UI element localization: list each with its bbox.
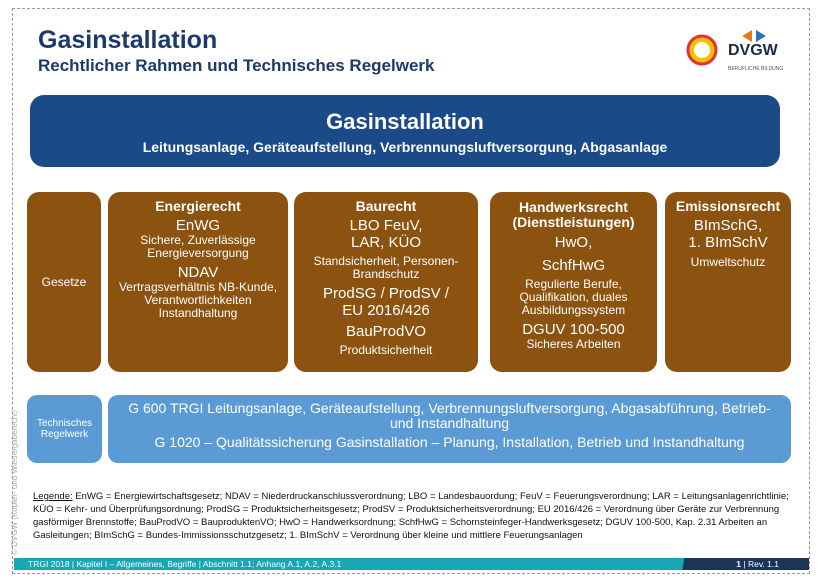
law-desc: Umweltschutz bbox=[690, 255, 766, 269]
law-desc: Sicheres Arbeiten bbox=[526, 337, 621, 351]
column-title: Energierecht bbox=[155, 198, 241, 214]
column-title: Handwerksrecht (Dienstleistungen) bbox=[512, 199, 635, 230]
law-name: SchfHwG bbox=[541, 257, 606, 274]
technisches-regelwerk-label: Technisches Regelwerk bbox=[27, 395, 102, 463]
footer-source: TRGI 2018 | Kapitel I – Allgemeines, Begriffe | Abschnitt 1.1; Anhang A.1, A.2, A.3.1 bbox=[28, 559, 342, 569]
banner-subtitle: Leitungsanlage, Geräteaufstellung, Verbrennungsluftversorgung, Abgasanlage bbox=[142, 139, 668, 155]
law-name: HwO, bbox=[554, 234, 593, 251]
column-handwerksrecht bbox=[490, 192, 657, 372]
column-title: Baurecht bbox=[355, 198, 417, 214]
regelwerk-g600: G 600 TRGI Leitungsanlage, Geräteaufstellung, Verbrennungsluftversorgung, Abgasabführung, Betrieb- und Instandhaltung bbox=[128, 400, 771, 431]
gesetze-label: Gesetze bbox=[41, 274, 87, 289]
law-desc: Standsicherheit, Personen-Brandschutz bbox=[313, 254, 459, 281]
legend-text: EnWG = Energiewirtschaftsgesetz; NDAV = Niederdruckanschlussverordnung; LBO = Landesbauordung; FeuV = Feuerungsverordnung; LAR = Leitungsanlagenrichtlinie; KÜO = Kehr- und Überprüfungsordnung; ProdSG = Produktsicherheitsgesetz; ProdSV = Produktsicherheitsverordnung; EU 2016/426 = Verordnung über Geräte zur Verbrennung gasförmiger Brennstoffe; BauProdVO = BauproduktenVO; HwO = Handwerksordnung; SchfHwG = Schornsteinfeger-Handwerksgesetz; DGUV 100-500, Kap. 2.31 Arbeiten an Gasleitungen; BImSchG = Bundes-Immissionsschutzgesetz; 1. BImSchV = Verordnung über kleine und mittlere Feuerungsanlagen bbox=[33, 491, 789, 541]
logo-sub: BERUFLICHE BILDUNG bbox=[728, 66, 784, 72]
footer-bar bbox=[14, 558, 809, 570]
banner-title: Gasinstallation bbox=[326, 109, 484, 134]
legend-label: Legende: bbox=[33, 491, 73, 502]
law-desc: Vertragsverhältnis NB-Kunde, Verantwortlichkeiten Instandhaltung bbox=[118, 280, 278, 320]
law-name: NDAV bbox=[177, 264, 219, 281]
column-emissionsrecht bbox=[665, 192, 791, 372]
law-name: BImSchG, 1. BImSchV bbox=[688, 217, 768, 251]
law-name: DGUV 100-500 bbox=[522, 321, 625, 338]
law-name: ProdSG / ProdSV / EU 2016/426 bbox=[323, 285, 449, 319]
law-name: EnWG bbox=[175, 217, 221, 234]
revision: | Rev. 1.1 bbox=[741, 559, 779, 569]
law-desc: Sichere, Zuverlässige Energieversorgung bbox=[140, 233, 256, 260]
page-number: 1 bbox=[736, 559, 742, 569]
page-subtitle: Rechtlicher Rahmen und Technisches Regelwerk bbox=[38, 56, 435, 75]
dvgw-logo bbox=[680, 28, 790, 78]
law-desc: Regulierte Berufe, Qualifikation, duales Ausbildungssystem bbox=[519, 277, 628, 317]
gasinstallation-banner bbox=[30, 95, 780, 167]
page-title: Gasinstallation bbox=[38, 26, 218, 54]
regelwerk-box bbox=[108, 395, 791, 463]
logo-text: DVGW bbox=[728, 42, 778, 59]
law-name: LBO FeuV, LAR, KÜO bbox=[349, 217, 423, 251]
column-energierecht bbox=[108, 192, 288, 372]
legend bbox=[33, 490, 793, 542]
regelwerk-g1020: G 1020 – Qualitätssicherung Gasinstallation – Planung, Installation, Betrieb und Instandhaltung bbox=[154, 434, 745, 450]
column-title: Emissionsrecht bbox=[675, 198, 781, 214]
copyright-side-text: © DVGW (Kopier- und Wiedergaberecht) bbox=[10, 409, 19, 555]
law-desc: Produktsicherheit bbox=[339, 343, 433, 357]
law-name: BauProdVO bbox=[345, 323, 427, 340]
gesetze-box bbox=[27, 192, 101, 372]
column-baurecht bbox=[294, 192, 478, 372]
